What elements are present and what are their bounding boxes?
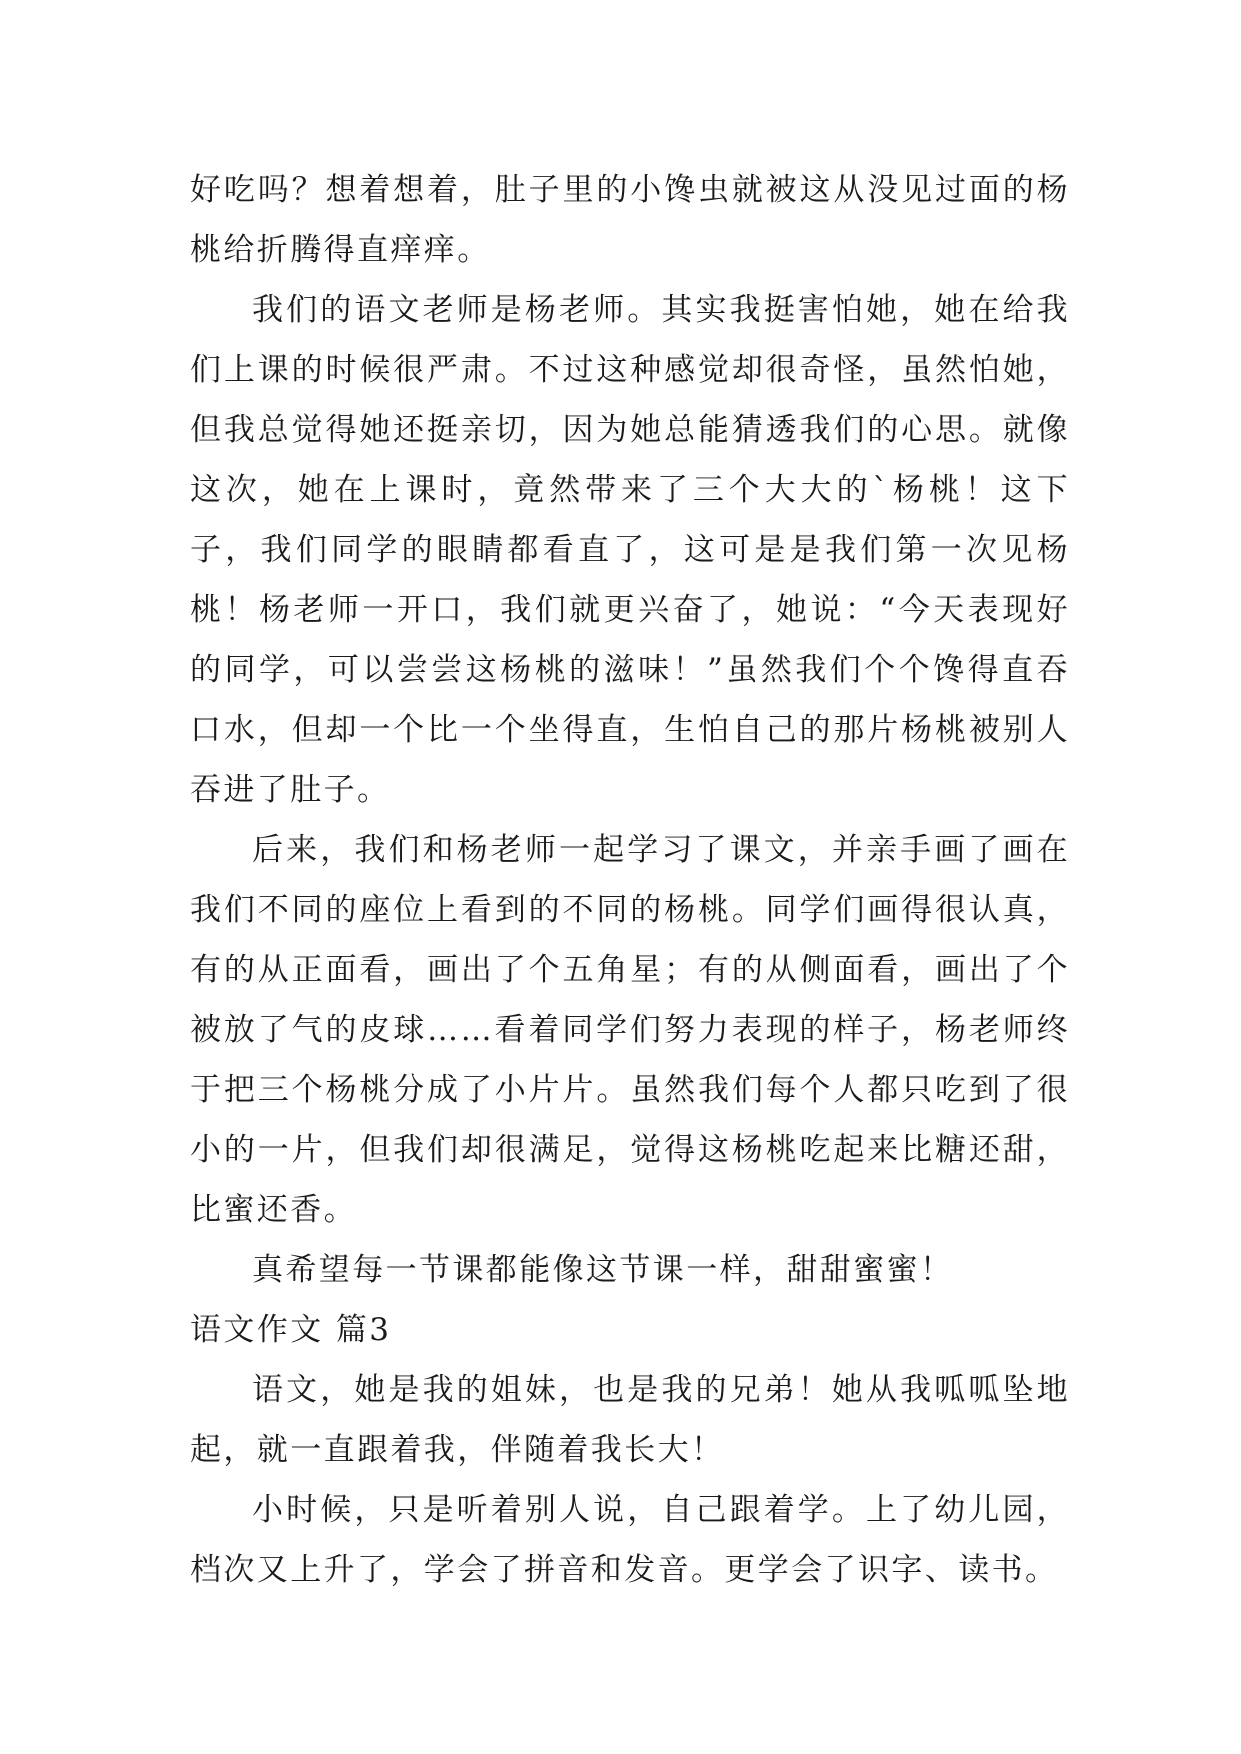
section-heading: 语文作文 篇3 <box>190 1312 392 1348</box>
paragraph-childhood: 小时候，只是听着别人说，自己跟着学。上了幼儿园，档次又上升了，学会了拼音和发音。更学会了识字、读书。 <box>190 1492 1070 1588</box>
paragraph-intro: 语文，她是我的姐妹，也是我的兄弟！她从我呱呱坠地起，就一直跟着我，伴随着我长大！ <box>190 1372 1070 1468</box>
document-body <box>190 160 1070 1600</box>
paragraph-wish: 真希望每一节课都能像这节课一样，甜甜蜜蜜！ <box>252 1252 954 1288</box>
paragraph-continued: 好吃吗？想着想着，肚子里的小馋虫就被这从没见过面的杨桃给折腾得直痒痒。 <box>190 172 1070 268</box>
paragraph-teacher: 我们的语文老师是杨老师。其实我挺害怕她，她在给我们上课的时候很严肃。不过这种感觉却很奇怪，虽然怕她，但我总觉得她还挺亲切，因为她总能猜透我们的心思。就像这次，她在上课时，竟然带来了三个大大的`杨桃！这下子，我们同学的眼睛都看直了，这可是是我们第一次见杨桃！杨老师一开口，我们就更兴奋了，她说：“今天表现好的同学，可以尝尝这杨桃的滋味！”虽然我们个个馋得直吞口水，但却一个比一个坐得直，生怕自己的那片杨桃被别人吞进了肚子。 <box>190 292 1070 808</box>
paragraph-drawing: 后来，我们和杨老师一起学习了课文，并亲手画了画在我们不同的座位上看到的不同的杨桃。同学们画得很认真，有的从正面看，画出了个五角星；有的从侧面看，画出了个被放了气的皮球……看着同学们努力表现的样子，杨老师终于把三个杨桃分成了小片片。虽然我们每个人都只吃到了很小的一片，但我们却很满足，觉得这杨桃吃起来比糖还甜，比蜜还香。 <box>190 832 1070 1228</box>
